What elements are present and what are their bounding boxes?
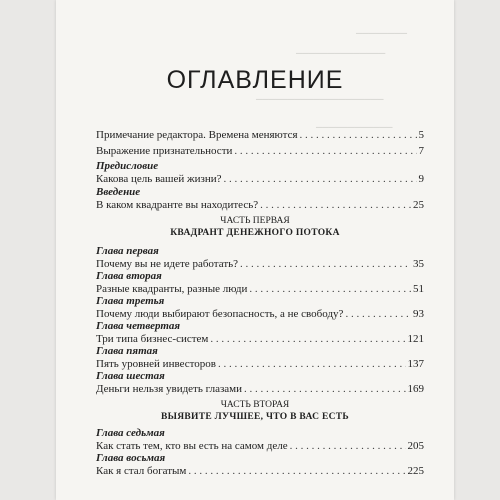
toc-entry-text: Как я стал богатым: [96, 465, 187, 477]
show-through-mark: ────────────: [316, 122, 393, 132]
toc-entry-text: Три типа бизнес-систем: [96, 333, 209, 345]
toc-entry-page: 25: [413, 199, 424, 211]
leader-dots: [223, 173, 416, 186]
toc-entry-text: Выражение признательности: [96, 145, 233, 157]
leader-dots: [300, 129, 417, 142]
toc-entry-heading: Глава седьмая: [96, 427, 165, 439]
toc-entry-text: Почему люди выбирают безопасность, а не свободу?: [96, 308, 344, 320]
toc-entry-text: Почему вы не идете работать?: [96, 258, 239, 270]
toc-entry-text: Какова цель вашей жизни?: [96, 173, 222, 185]
toc-entry[interactable]: [96, 452, 424, 478]
toc-entry-heading: Глава пятая: [96, 345, 158, 357]
toc-entry[interactable]: [96, 245, 424, 271]
toc-entry-page: 9: [418, 173, 424, 185]
book-page: [56, 0, 454, 500]
toc-entry-heading: Глава вторая: [96, 270, 162, 282]
toc-entry[interactable]: [96, 186, 424, 212]
toc-entry[interactable]: [96, 160, 424, 186]
toc-entry[interactable]: [96, 129, 424, 142]
toc-entry-page: 137: [407, 358, 424, 370]
toc-entry-heading: Глава четвертая: [96, 320, 181, 332]
toc-entry-page: 93: [413, 308, 424, 320]
toc-entry-page: 205: [407, 440, 424, 452]
toc-entry-text: Пять уровней инвесторов: [96, 358, 216, 370]
toc-entry-heading: Введение: [96, 186, 141, 198]
part-label: ЧАСТЬ ВТОРАЯ: [220, 400, 290, 410]
toc-entry-page: 121: [407, 333, 424, 345]
part-heading: [56, 399, 454, 423]
show-through-mark: ────────: [356, 28, 408, 38]
leader-dots: [260, 199, 411, 212]
toc-entry-page: 7: [418, 145, 424, 157]
part-title: КВАДРАНТ ДЕНЕЖНОГО ПОТОКА: [170, 228, 340, 238]
toc-entry[interactable]: [96, 427, 424, 453]
toc-entry-page: 51: [413, 283, 424, 295]
toc-entry-text: Разные квадранты, разные люди: [96, 283, 248, 295]
toc-entry-page: 5: [418, 129, 424, 141]
toc-entry-heading: Глава восьмая: [96, 452, 166, 464]
show-through-mark: ──────────────: [296, 48, 386, 58]
toc-entry[interactable]: [96, 145, 424, 158]
leader-dots: [188, 465, 405, 478]
toc-title: ОГЛАВЛЕНИЕ: [166, 66, 344, 94]
toc-entry-text: Деньги нельзя увидеть глазами: [96, 383, 243, 395]
toc-entry-heading: Предисловие: [96, 160, 159, 172]
toc-entry-text: Примечание редактора. Времена меняются: [96, 129, 298, 141]
toc-entry[interactable]: [96, 320, 424, 346]
toc-entry-page: 225: [407, 465, 424, 477]
toc-entry[interactable]: [96, 270, 424, 296]
toc-entry-page: 169: [407, 383, 424, 395]
toc-entry[interactable]: [96, 370, 424, 396]
part-label: ЧАСТЬ ПЕРВАЯ: [220, 216, 290, 226]
toc-entry-heading: Глава третья: [96, 295, 165, 307]
toc-entry-heading: Глава шестая: [96, 370, 165, 382]
toc-entry-page: 35: [413, 258, 424, 270]
toc-entry[interactable]: [96, 345, 424, 371]
toc-entry-text: В каком квадранте вы находитесь?: [96, 199, 259, 211]
part-heading: [56, 215, 454, 239]
toc-entry[interactable]: [96, 295, 424, 321]
leader-dots: [234, 145, 416, 158]
show-through-mark: ────────────────────: [256, 94, 384, 104]
toc-entry-heading: Глава первая: [96, 245, 159, 257]
leader-dots: [244, 383, 405, 396]
part-title: ВЫЯВИТЕ ЛУЧШЕЕ, ЧТО В ВАС ЕСТЬ: [160, 412, 349, 422]
toc-entry-text: Как стать тем, кто вы есть на самом деле: [96, 440, 288, 452]
